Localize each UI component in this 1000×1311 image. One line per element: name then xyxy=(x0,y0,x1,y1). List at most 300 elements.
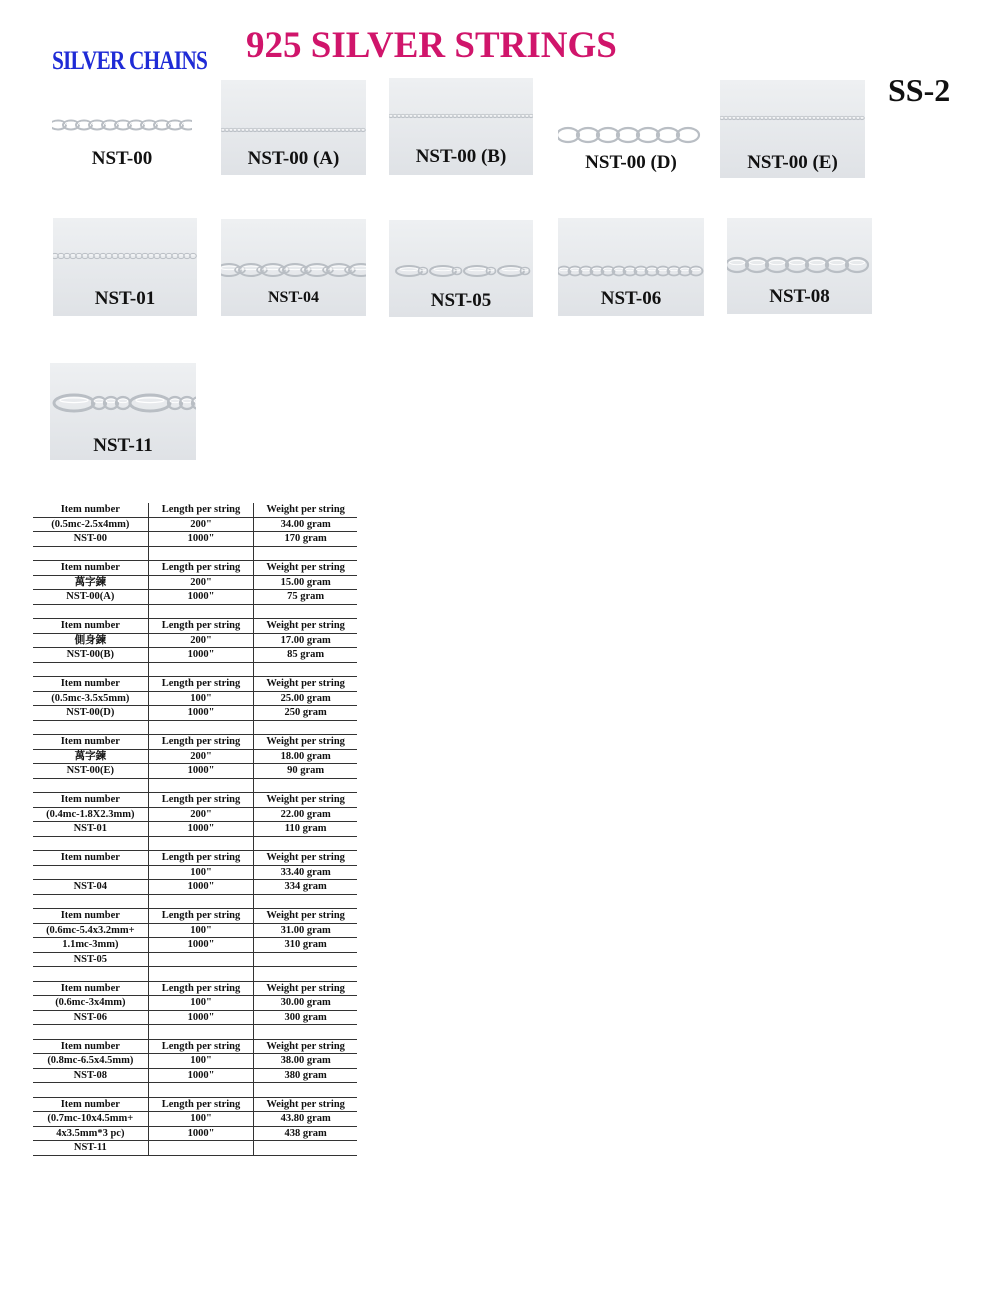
table-cell: NST-00(D) xyxy=(33,706,148,721)
column-header: Length per string xyxy=(148,793,254,808)
table-header-row xyxy=(33,677,357,692)
chain-link-highlight xyxy=(581,268,590,271)
chain-link-highlight xyxy=(94,399,104,403)
chain-link-highlight xyxy=(497,115,500,116)
table-spacer-row xyxy=(33,1083,357,1098)
table-row xyxy=(33,532,357,547)
chain-tile-nst-11 xyxy=(50,363,196,460)
table-row xyxy=(33,1010,357,1025)
table-cell: 100" xyxy=(148,865,254,880)
chain-link-highlight xyxy=(53,254,57,256)
chain-link-highlight xyxy=(185,254,190,256)
chain-link-highlight xyxy=(117,122,128,125)
table-cell xyxy=(254,720,357,735)
table-row xyxy=(33,1141,357,1156)
chain-link-highlight xyxy=(325,129,328,130)
table-cell: 側身鍊 xyxy=(33,633,148,648)
chain-link-highlight xyxy=(592,268,601,271)
chain-link-highlight xyxy=(182,122,192,125)
column-header: Item number xyxy=(33,1097,148,1112)
chain-link-highlight xyxy=(848,117,851,118)
table-cell: 1000" xyxy=(148,532,254,547)
chain-link-highlight xyxy=(397,115,400,116)
chain-tile-nst-00-b xyxy=(389,78,533,175)
chain-link-highlight xyxy=(740,117,743,118)
column-header: Weight per string xyxy=(254,619,357,634)
table-row xyxy=(33,691,357,706)
chain-link-highlight xyxy=(65,254,70,256)
chain-link-highlight xyxy=(752,117,755,118)
page-title: 925 SILVER STRINGS xyxy=(246,25,617,66)
table-cell xyxy=(254,546,357,561)
chain-link-highlight xyxy=(828,117,831,118)
table-cell: 22.00 gram xyxy=(254,807,357,822)
chain-link-highlight xyxy=(580,130,595,134)
table-row xyxy=(33,517,357,532)
column-header: Length per string xyxy=(148,1097,254,1112)
chain-link-highlight xyxy=(229,129,232,130)
chain-link-highlight xyxy=(136,398,164,403)
chain-link-highlight xyxy=(764,117,767,118)
table-spacer-row xyxy=(33,778,357,793)
table-cell: 30.00 gram xyxy=(254,996,357,1011)
chain-link-highlight xyxy=(788,117,791,118)
table-row xyxy=(33,633,357,648)
table-cell xyxy=(254,1025,357,1040)
chain-link-highlight xyxy=(297,129,300,130)
table-cell: 1000" xyxy=(148,590,254,605)
chain-link-highlight xyxy=(173,254,178,256)
chain-link-highlight xyxy=(101,254,106,256)
table-cell xyxy=(148,967,254,982)
chain-link-highlight xyxy=(489,115,492,116)
chain-link-highlight xyxy=(400,268,418,271)
chain-image xyxy=(720,108,865,128)
chain-link-highlight xyxy=(680,130,695,134)
chain-link-highlight xyxy=(812,117,815,118)
chain-link-highlight xyxy=(349,129,352,130)
table-cell: 75 gram xyxy=(254,590,357,605)
table-cell xyxy=(148,894,254,909)
column-header: Length per string xyxy=(148,677,254,692)
table-spacer-row xyxy=(33,967,357,982)
table-cell xyxy=(148,836,254,851)
table-cell: 1000" xyxy=(148,938,254,953)
column-header: Length per string xyxy=(148,735,254,750)
chain-link-highlight xyxy=(625,268,634,271)
chain-link-highlight xyxy=(640,130,655,134)
chain-link-highlight xyxy=(600,130,615,134)
table-cell: 170 gram xyxy=(254,532,357,547)
chain-link-highlight xyxy=(780,117,783,118)
chain-link-highlight xyxy=(405,115,408,116)
chain-link-highlight xyxy=(309,129,312,130)
table-cell: 33.40 gram xyxy=(254,865,357,880)
table-cell: 4x3.5mm*3 pc) xyxy=(33,1126,148,1141)
table-cell: NST-00 xyxy=(33,532,148,547)
column-header: Item number xyxy=(33,735,148,750)
chain-link-highlight xyxy=(52,122,63,125)
chain-label: NST-00 (A) xyxy=(247,148,340,169)
chain-link-highlight xyxy=(167,254,172,256)
chain-link-highlight xyxy=(804,117,807,118)
chain-link-highlight xyxy=(529,115,532,116)
column-header: Item number xyxy=(33,909,148,924)
chain-link-highlight xyxy=(856,117,859,118)
chain-link-highlight xyxy=(245,129,248,130)
chain-link-highlight xyxy=(776,117,779,118)
table-cell: 310 gram xyxy=(254,938,357,953)
chain-image xyxy=(50,383,196,423)
table-row xyxy=(33,996,357,1011)
column-header: Item number xyxy=(33,851,148,866)
chain-link-highlight xyxy=(836,117,839,118)
chain-link-highlight xyxy=(784,117,787,118)
table-cell: (0.7mc-10x4.5mm+ xyxy=(33,1112,148,1127)
chain-link-highlight xyxy=(736,117,739,118)
chain-link-highlight xyxy=(182,399,192,403)
chain-label: NST-01 xyxy=(94,288,156,309)
column-header: Length per string xyxy=(148,619,254,634)
table-row xyxy=(33,764,357,779)
table-cell: 1000" xyxy=(148,1126,254,1141)
chain-link-highlight xyxy=(333,129,336,130)
chain-link-highlight xyxy=(820,117,823,118)
chain-link-highlight xyxy=(749,260,764,264)
chain-tile-nst-00-e xyxy=(720,80,865,178)
chain-link-highlight xyxy=(647,268,656,271)
chain-link-highlight xyxy=(658,268,667,271)
column-header: Item number xyxy=(33,981,148,996)
table-cell xyxy=(148,720,254,735)
column-header: Weight per string xyxy=(254,981,357,996)
chain-link-highlight xyxy=(680,268,689,271)
table-cell xyxy=(254,604,357,619)
table-cell: 380 gram xyxy=(254,1068,357,1083)
chain-link-highlight xyxy=(169,122,180,125)
table-row xyxy=(33,1054,357,1069)
table-header-row xyxy=(33,981,357,996)
chain-link-highlight xyxy=(509,115,512,116)
table-header-row xyxy=(33,561,357,576)
chain-link-highlight xyxy=(614,268,623,271)
chain-link-highlight xyxy=(860,117,863,118)
chain-link-highlight xyxy=(517,115,520,116)
chain-link-highlight xyxy=(293,129,296,130)
chain-link-highlight xyxy=(849,260,864,264)
chain-link-highlight xyxy=(772,117,775,118)
chain-link-highlight xyxy=(768,117,771,118)
chain-link-highlight xyxy=(170,399,180,403)
chain-tile-nst-01 xyxy=(53,218,197,316)
chain-link-highlight xyxy=(525,115,528,116)
chain-link-highlight xyxy=(437,115,440,116)
chain-link-highlight xyxy=(401,115,404,116)
table-cell: NST-00(A) xyxy=(33,590,148,605)
chain-link-highlight xyxy=(756,117,759,118)
table-header-row xyxy=(33,735,357,750)
chain-image xyxy=(53,246,197,266)
column-header: Length per string xyxy=(148,909,254,924)
chain-link-highlight xyxy=(149,254,154,256)
table-cell: 25.00 gram xyxy=(254,691,357,706)
chain-image xyxy=(558,256,704,286)
table-cell: 300 gram xyxy=(254,1010,357,1025)
column-header: Weight per string xyxy=(254,503,357,517)
chain-link-highlight xyxy=(521,115,524,116)
chain-link-highlight xyxy=(485,115,488,116)
chain-link-highlight xyxy=(261,129,264,130)
chain-link-highlight xyxy=(760,117,763,118)
chain-link-highlight xyxy=(137,254,142,256)
table-row xyxy=(33,1068,357,1083)
table-cell: 438 gram xyxy=(254,1126,357,1141)
table-spacer-row xyxy=(33,1025,357,1040)
table-header-row xyxy=(33,793,357,808)
column-header: Item number xyxy=(33,619,148,634)
chain-link-highlight xyxy=(844,117,847,118)
chain-link-highlight xyxy=(732,117,735,118)
table-row xyxy=(33,880,357,895)
table-cell: 110 gram xyxy=(254,822,357,837)
silver-chains-heading: SILVER CHAINS xyxy=(52,46,208,75)
table-row xyxy=(33,807,357,822)
table-row xyxy=(33,706,357,721)
chain-link-highlight xyxy=(95,254,100,256)
table-cell: 1000" xyxy=(148,648,254,663)
table-cell xyxy=(148,1025,254,1040)
column-header: Weight per string xyxy=(254,793,357,808)
chain-link-highlight xyxy=(473,115,476,116)
table-header-row xyxy=(33,503,357,517)
chain-link-highlight xyxy=(143,122,154,125)
column-header: Item number xyxy=(33,503,148,517)
chain-link-highlight xyxy=(769,260,784,264)
table-cell: NST-01 xyxy=(33,822,148,837)
table-cell: (0.6mc-3x4mm) xyxy=(33,996,148,1011)
table-cell: (0.5mc-2.5x4mm) xyxy=(33,517,148,532)
table-cell: 100" xyxy=(148,1054,254,1069)
column-header: Weight per string xyxy=(254,851,357,866)
chain-link-highlight xyxy=(179,254,184,256)
table-row xyxy=(33,822,357,837)
chain-link-highlight xyxy=(119,254,124,256)
chain-link-highlight xyxy=(560,130,575,134)
chain-link-highlight xyxy=(465,115,468,116)
table-cell xyxy=(33,1083,148,1098)
table-cell xyxy=(148,1141,254,1156)
chain-link-highlight xyxy=(60,398,88,403)
table-cell xyxy=(254,952,357,967)
chain-link-highlight xyxy=(345,129,348,130)
chain-link-highlight xyxy=(425,115,428,116)
chain-label: NST-00 (D) xyxy=(585,152,677,173)
table-cell xyxy=(254,1083,357,1098)
table-row xyxy=(33,865,357,880)
table-cell: 200" xyxy=(148,633,254,648)
chain-link-highlight xyxy=(832,117,835,118)
chain-link-highlight xyxy=(194,399,196,403)
chain-link-highlight xyxy=(493,115,496,116)
chain-image xyxy=(558,120,704,150)
chain-link-highlight xyxy=(289,129,292,130)
chain-link-highlight xyxy=(118,399,128,403)
table-cell: 17.00 gram xyxy=(254,633,357,648)
chain-link-highlight xyxy=(125,254,130,256)
chain-link-highlight xyxy=(461,115,464,116)
table-cell xyxy=(148,604,254,619)
chain-link-highlight xyxy=(852,117,855,118)
chain-link-highlight xyxy=(669,268,678,271)
chain-link-highlight xyxy=(113,254,118,256)
table-cell xyxy=(254,662,357,677)
column-header: Weight per string xyxy=(254,1097,357,1112)
chain-link-highlight xyxy=(570,268,579,271)
table-row xyxy=(33,648,357,663)
column-header: Item number xyxy=(33,561,148,576)
table-cell: 250 gram xyxy=(254,706,357,721)
chain-link-highlight xyxy=(393,115,396,116)
table-row xyxy=(33,952,357,967)
chain-label: NST-05 xyxy=(430,290,492,311)
table-cell xyxy=(254,1141,357,1156)
chain-tile-nst-04 xyxy=(221,219,366,316)
chain-link-highlight xyxy=(829,260,844,264)
chain-link-highlight xyxy=(429,115,432,116)
table-row xyxy=(33,575,357,590)
table-cell: 85 gram xyxy=(254,648,357,663)
chain-link-highlight xyxy=(433,115,436,116)
chain-link-highlight xyxy=(620,130,635,134)
chain-link-highlight xyxy=(502,268,520,271)
table-cell: 200" xyxy=(148,807,254,822)
table-cell xyxy=(33,662,148,677)
chain-link-highlight xyxy=(434,268,452,271)
chain-link-highlight xyxy=(353,129,356,130)
column-header: Length per string xyxy=(148,503,254,517)
table-cell: 1000" xyxy=(148,1010,254,1025)
table-cell: 34.00 gram xyxy=(254,517,357,532)
table-cell xyxy=(254,778,357,793)
table-row xyxy=(33,923,357,938)
chain-link-highlight xyxy=(441,115,444,116)
chain-link-highlight xyxy=(91,122,102,125)
chain-link-highlight xyxy=(729,260,744,264)
chain-link-highlight xyxy=(233,129,236,130)
chain-link-highlight xyxy=(840,117,843,118)
column-header: Length per string xyxy=(148,561,254,576)
table-header-row xyxy=(33,851,357,866)
chain-link-highlight xyxy=(337,129,340,130)
chain-link-highlight xyxy=(71,254,76,256)
chain-link-highlight xyxy=(505,115,508,116)
table-cell xyxy=(148,778,254,793)
chain-link-highlight xyxy=(143,254,148,256)
table-header-row xyxy=(33,909,357,924)
table-cell xyxy=(33,546,148,561)
chain-tile-nst-00 xyxy=(52,82,192,170)
column-header: Weight per string xyxy=(254,561,357,576)
chain-link-highlight xyxy=(789,260,804,264)
chain-link-highlight xyxy=(321,129,324,130)
chain-label: NST-00 (B) xyxy=(415,146,507,167)
column-header: Weight per string xyxy=(254,677,357,692)
chain-link-highlight xyxy=(305,129,308,130)
table-cell xyxy=(148,1083,254,1098)
table-row xyxy=(33,1112,357,1127)
chain-link-highlight xyxy=(253,129,256,130)
chain-link-highlight xyxy=(792,117,795,118)
table-cell: 100" xyxy=(148,691,254,706)
chain-link-highlight xyxy=(559,268,568,271)
chain-link-highlight xyxy=(257,129,260,130)
chain-image xyxy=(221,120,366,140)
chain-link-highlight xyxy=(249,129,252,130)
table-cell: 38.00 gram xyxy=(254,1054,357,1069)
chain-link-highlight xyxy=(728,117,731,118)
table-cell: 100" xyxy=(148,996,254,1011)
column-header: Length per string xyxy=(148,1039,254,1054)
chain-link-highlight xyxy=(131,254,136,256)
specification-table xyxy=(33,503,357,1156)
table-cell: 1000" xyxy=(148,764,254,779)
chain-link-highlight xyxy=(796,117,799,118)
chain-link-highlight xyxy=(808,117,811,118)
table-cell: NST-00(E) xyxy=(33,764,148,779)
table-cell xyxy=(254,836,357,851)
chain-link-highlight xyxy=(191,254,196,256)
column-header: Item number xyxy=(33,677,148,692)
table-row xyxy=(33,749,357,764)
chain-link-highlight xyxy=(273,129,276,130)
chain-link-highlight xyxy=(277,129,280,130)
chain-link-highlight xyxy=(720,117,723,118)
table-cell: NST-00(B) xyxy=(33,648,148,663)
chain-link-highlight xyxy=(660,130,675,134)
table-row xyxy=(33,1126,357,1141)
table-cell: 1000" xyxy=(148,1068,254,1083)
table-cell: NST-06 xyxy=(33,1010,148,1025)
table-cell: 200" xyxy=(148,575,254,590)
table-header-row xyxy=(33,1039,357,1054)
table-header-row xyxy=(33,619,357,634)
table-cell: NST-11 xyxy=(33,1141,148,1156)
column-header: Item number xyxy=(33,793,148,808)
table-cell: 100" xyxy=(148,1112,254,1127)
chain-link-highlight xyxy=(106,399,116,403)
table-cell: NST-05 xyxy=(33,952,148,967)
chain-link-highlight xyxy=(457,115,460,116)
chain-link-highlight xyxy=(824,117,827,118)
chain-tile-nst-08 xyxy=(727,218,872,314)
table-spacer-row xyxy=(33,894,357,909)
table-row xyxy=(33,938,357,953)
chain-label: NST-00 (E) xyxy=(747,152,838,173)
chain-link-highlight xyxy=(265,129,268,130)
chain-link-highlight xyxy=(481,115,484,116)
chain-link-highlight xyxy=(89,254,94,256)
chain-link-highlight xyxy=(468,268,486,271)
chain-link-highlight xyxy=(816,117,819,118)
chain-tile-nst-00-d xyxy=(558,110,704,178)
table-cell: 18.00 gram xyxy=(254,749,357,764)
chain-link-highlight xyxy=(107,254,112,256)
chain-link-highlight xyxy=(155,254,160,256)
chain-link-highlight xyxy=(156,122,167,125)
chain-link-highlight xyxy=(413,115,416,116)
table-cell xyxy=(33,720,148,735)
chain-link-highlight xyxy=(59,254,64,256)
